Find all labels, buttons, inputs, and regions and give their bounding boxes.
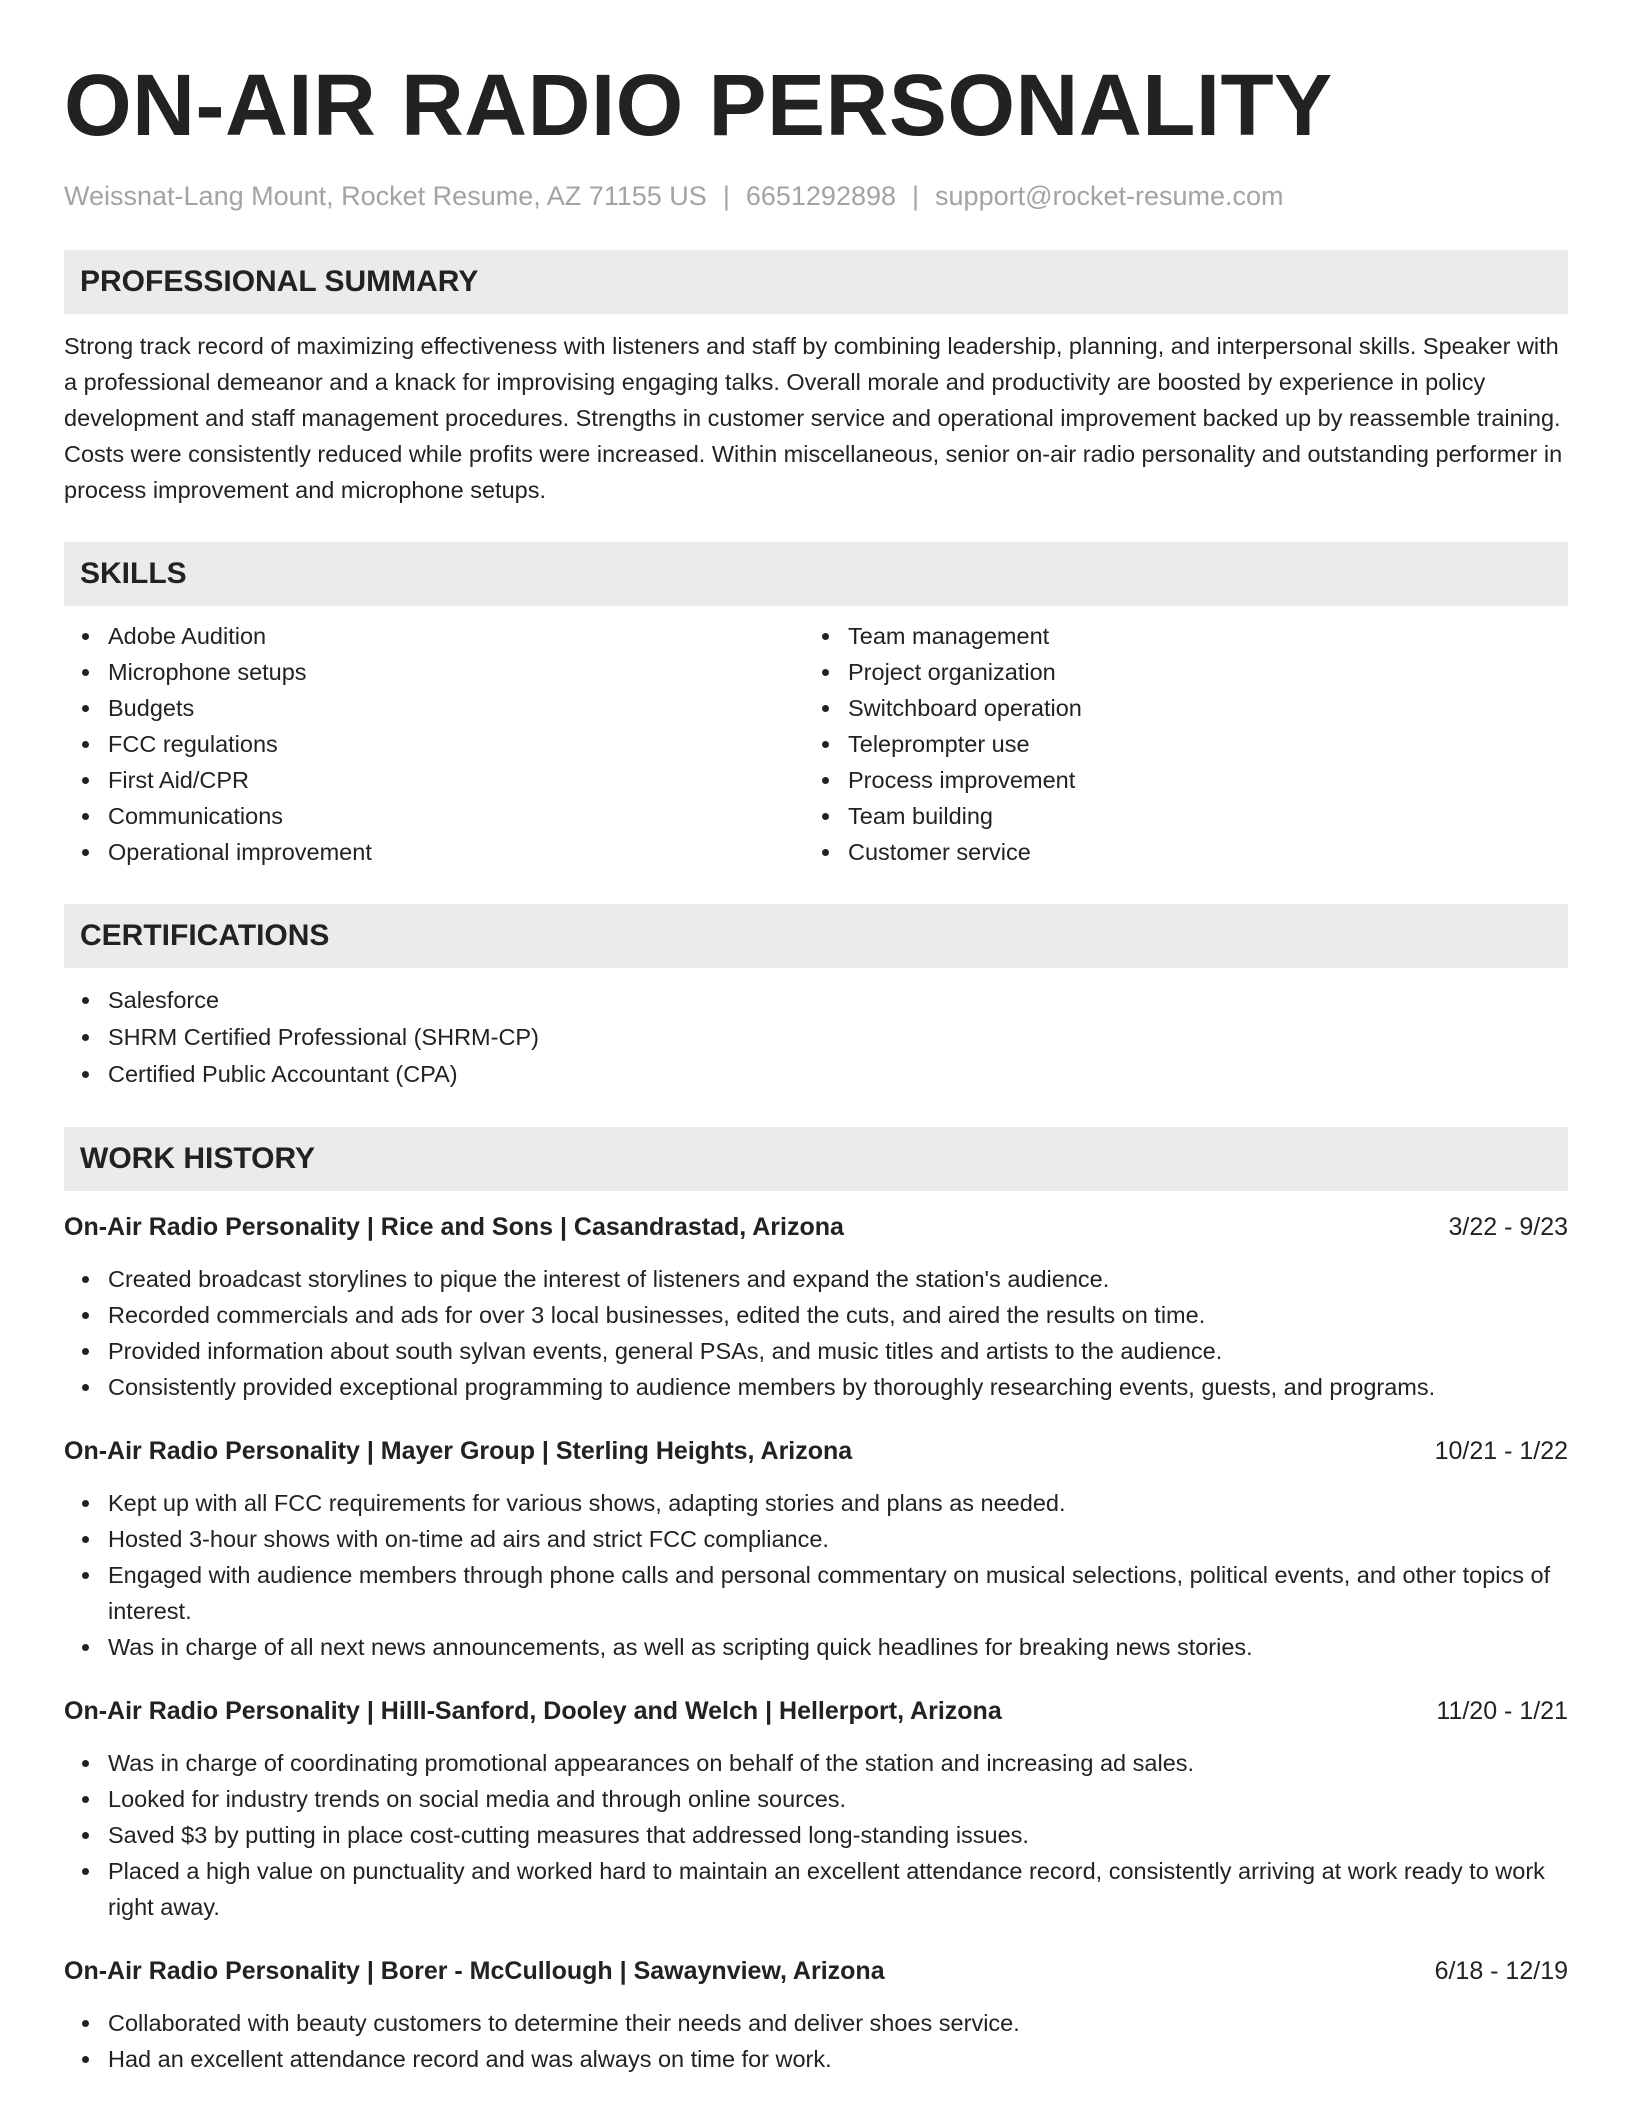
skill-item: Project organization	[804, 654, 1544, 690]
job-bullet: Looked for industry trends on social media and through online sources.	[64, 1781, 1568, 1817]
job-heading-row	[64, 1209, 1568, 1245]
job-entry	[64, 1433, 1568, 1665]
skill-item: Operational improvement	[64, 834, 804, 870]
job-bullets	[64, 1745, 1568, 1925]
skill-item: First Aid/CPR	[64, 762, 804, 798]
resume-name: ON-AIR RADIO PERSONALITY	[64, 57, 1333, 154]
job-bullet: Saved $3 by putting in place cost-cutting measures that addressed long-standing issues.	[64, 1817, 1568, 1853]
job-title: On-Air Radio Personality | Mayer Group | Sterling Heights, Arizona	[64, 1437, 853, 1465]
contact-phone: 6651292898	[745, 181, 897, 211]
skills-section-header: SKILLS	[64, 542, 1568, 606]
skill-item: Budgets	[64, 690, 804, 726]
job-entry	[64, 1953, 1568, 2077]
contact-email: support@rocket-resume.com	[935, 181, 1284, 211]
skills-columns	[64, 618, 1568, 870]
job-dates: 11/20 - 1/21	[1436, 1697, 1568, 1725]
skill-item: Team management	[804, 618, 1544, 654]
job-bullets	[64, 1485, 1568, 1665]
job-entry	[64, 1693, 1568, 1925]
job-bullet: Consistently provided exceptional programming to audience members by thoroughly researching events, guests, and programs.	[64, 1369, 1568, 1405]
job-entry	[64, 1209, 1568, 1405]
job-heading-row	[64, 1953, 1568, 1989]
contact-separator: |	[722, 181, 730, 211]
job-bullet: Recorded commercials and ads for over 3 local businesses, edited the cuts, and aired the results on time.	[64, 1297, 1568, 1333]
job-bullets	[64, 2005, 1568, 2077]
job-bullet: Hosted 3-hour shows with on-time ad airs and strict FCC compliance.	[64, 1521, 1568, 1557]
job-bullet: Was in charge of coordinating promotional appearances on behalf of the station and increasing ad sales.	[64, 1745, 1568, 1781]
job-bullet: Collaborated with beauty customers to determine their needs and deliver shoes service.	[64, 2005, 1568, 2041]
job-bullet: Kept up with all FCC requirements for various shows, adapting stories and plans as needed.	[64, 1485, 1568, 1521]
certification-item: SHRM Certified Professional (SHRM-CP)	[64, 1019, 1568, 1056]
skill-item: FCC regulations	[64, 726, 804, 762]
job-dates: 10/21 - 1/22	[1434, 1437, 1568, 1465]
contact-line	[64, 178, 1568, 214]
skills-list-right	[804, 618, 1544, 870]
certifications-section-header: CERTIFICATIONS	[64, 904, 1568, 968]
job-dates: 3/22 - 9/23	[1448, 1213, 1568, 1241]
job-title: On-Air Radio Personality | Borer - McCullough | Sawaynview, Arizona	[64, 1957, 885, 1985]
job-dates: 6/18 - 12/19	[1434, 1957, 1568, 1985]
job-bullet: Was in charge of all next news announcements, as well as scripting quick headlines for breaking news stories.	[64, 1629, 1568, 1665]
job-title: On-Air Radio Personality | Hilll-Sanford, Dooley and Welch | Hellerport, Arizona	[64, 1697, 1002, 1725]
certification-item: Salesforce	[64, 982, 1568, 1019]
summary-section-header: PROFESSIONAL SUMMARY	[64, 250, 1568, 314]
skill-item: Adobe Audition	[64, 618, 804, 654]
certifications-list	[64, 982, 1568, 1093]
contact-separator: |	[912, 181, 920, 211]
skill-item: Switchboard operation	[804, 690, 1544, 726]
skill-item: Team building	[804, 798, 1544, 834]
job-heading-row	[64, 1693, 1568, 1729]
skill-item: Microphone setups	[64, 654, 804, 690]
work-history-section-header: WORK HISTORY	[64, 1127, 1568, 1191]
skill-item: Process improvement	[804, 762, 1544, 798]
job-bullet: Provided information about south sylvan events, general PSAs, and music titles and artists to the audience.	[64, 1333, 1568, 1369]
skill-item: Communications	[64, 798, 804, 834]
job-bullet: Engaged with audience members through phone calls and personal commentary on musical selections, political events, and other topics of interest.	[64, 1557, 1568, 1629]
summary-text: Strong track record of maximizing effectiveness with listeners and staff by combining leadership, planning, and interpersonal skills. Speaker with a professional demeanor and a knack for improvising engaging talks. Overall morale and productivity are boosted by experience in policy development and staff management procedures. Strengths in customer service and operational improvement backed up by reassemble training. Costs were consistently reduced while profits were increased. Within miscellaneous, senior on-air radio personality and outstanding performer in process improvement and microphone setups.	[64, 333, 1563, 503]
job-heading-row	[64, 1433, 1568, 1469]
contact-address: Weissnat-Lang Mount, Rocket Resume, AZ 71155 US	[64, 181, 707, 211]
certification-item: Certified Public Accountant (CPA)	[64, 1056, 1568, 1093]
job-bullets	[64, 1261, 1568, 1405]
job-bullet: Created broadcast storylines to pique the interest of listeners and expand the station's audience.	[64, 1261, 1568, 1297]
skills-list-left	[64, 618, 804, 870]
job-bullet: Had an excellent attendance record and was always on time for work.	[64, 2041, 1568, 2077]
job-title: On-Air Radio Personality | Rice and Sons | Casandrastad, Arizona	[64, 1213, 844, 1241]
job-bullet: Placed a high value on punctuality and worked hard to maintain an excellent attendance record, consistently arriving at work ready to work right away.	[64, 1853, 1568, 1925]
skill-item: Customer service	[804, 834, 1544, 870]
skill-item: Teleprompter use	[804, 726, 1544, 762]
